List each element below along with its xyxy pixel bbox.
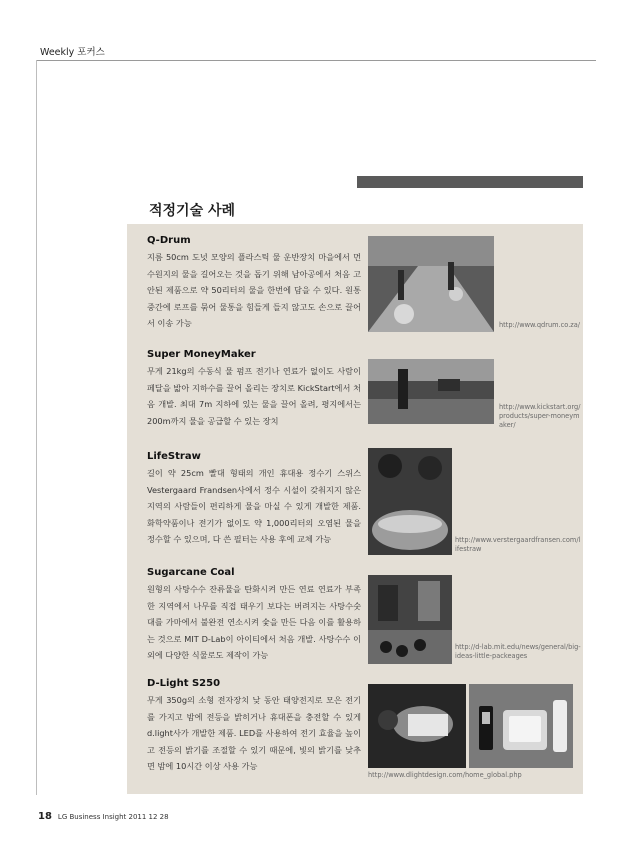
photo-dlight-night bbox=[368, 684, 466, 768]
panel-accent-bar bbox=[357, 176, 583, 188]
header-rule bbox=[36, 60, 596, 61]
case-panel bbox=[127, 176, 583, 794]
case-desc-lifestraw: 길이 약 25cm 빨대 형태의 개인 휴대용 정수기 스위스 Vestergaard Frandsen사에서 정수 시설이 갖춰지지 않은 지역의 사람들이 편리하게 물을 마실 수 있게 개발한 제품. 화학약품이나 전기가 없이도 약 1,000리터의 오염된 물을 정수할 수 있으며, 다 쓴 필터는 사용 후에 교체 가능 bbox=[147, 468, 361, 544]
case-title-lifestraw: LifeStraw bbox=[147, 451, 201, 462]
section-title: 적정기술 사례 bbox=[149, 203, 236, 219]
case-desc-qdrum: 지름 50cm 도넛 모양의 플라스틱 물 운반장치 마을에서 먼 수원지의 물을 길어오는 것을 돕기 위해 남아공에서 처음 고안된 제품으로 약 50리터의 물을 한번에 담을 수 있다. 원통 중간에 로프를 묶어 물통을 힘들게 들지 않고도 손으로 끌어서 이송 가능 bbox=[147, 252, 361, 328]
photo-moneymaker bbox=[368, 359, 494, 424]
case-desc-sugarcane: 원형의 사탕수수 잔류물을 탄화시켜 만든 연료 연료가 부족한 지역에서 나무를 직접 태우기 보다는 버려지는 사탕수숫대를 가마에서 불완전 연소시켜 숯을 만든 다음 이를 활용하는 것으로 MIT D-Lab이 아이티에서 처음 개발. 사탕수수 이외에 다양한 식물로도 제작이 가능 bbox=[147, 584, 361, 660]
photo-dlight-device bbox=[469, 684, 573, 768]
source-dlight: http://www.dlightdesign.com/home_global.php bbox=[368, 771, 522, 779]
case-desc-dlight: 무게 350g의 소형 전자장치 낮 동안 태양전지로 모은 전기를 가지고 밤에 전등을 밝히거나 휴대폰을 충전할 수 있게 d.light사가 개발한 제품. LED를 사용하여 전기 효율을 높이고 전등의 밝기를 조절할 수 있기 때문에, 빛의 밝기를 낮추면 밤에 10시간 이상 사용 가능 bbox=[147, 695, 361, 771]
case-title-qdrum: Q-Drum bbox=[147, 235, 191, 246]
source-moneymaker: http://www.kickstart.org/products/super-moneymaker/ bbox=[499, 403, 581, 429]
case-title-moneymaker: Super MoneyMaker bbox=[147, 349, 256, 360]
publication-info: LG Business Insight 2011 12 28 bbox=[57, 813, 169, 821]
case-title-sugarcane: Sugarcane Coal bbox=[147, 567, 235, 578]
page-footer bbox=[38, 811, 169, 822]
source-lifestraw: http://www.verstergaardfransen.com/lifestraw bbox=[455, 536, 581, 553]
page-number: 18 bbox=[38, 811, 52, 822]
frame-left-rule bbox=[36, 60, 37, 795]
photo-lifestraw bbox=[368, 448, 452, 555]
source-qdrum: http://www.qdrum.co.za/ bbox=[499, 321, 581, 329]
case-desc-moneymaker: 무게 21kg의 수동식 물 펌프 전기나 연료가 없이도 사람이 페달을 밟아 지하수를 끌어 올리는 장치로 KickStart에서 처음 개발. 최대 7m 지하에 있는 물을 끌어 올려, 평지에서는 200m까지 물을 공급할 수 있는 장치 bbox=[147, 366, 361, 426]
source-sugarcane: http://d-lab.mit.edu/news/general/big-ideas-little-packeages bbox=[455, 643, 581, 660]
photo-sugarcane bbox=[368, 575, 452, 664]
header-label: Weekly 포커스 bbox=[40, 47, 105, 58]
photo-qdrum bbox=[368, 236, 494, 332]
case-title-dlight: D-Light S250 bbox=[147, 678, 221, 689]
